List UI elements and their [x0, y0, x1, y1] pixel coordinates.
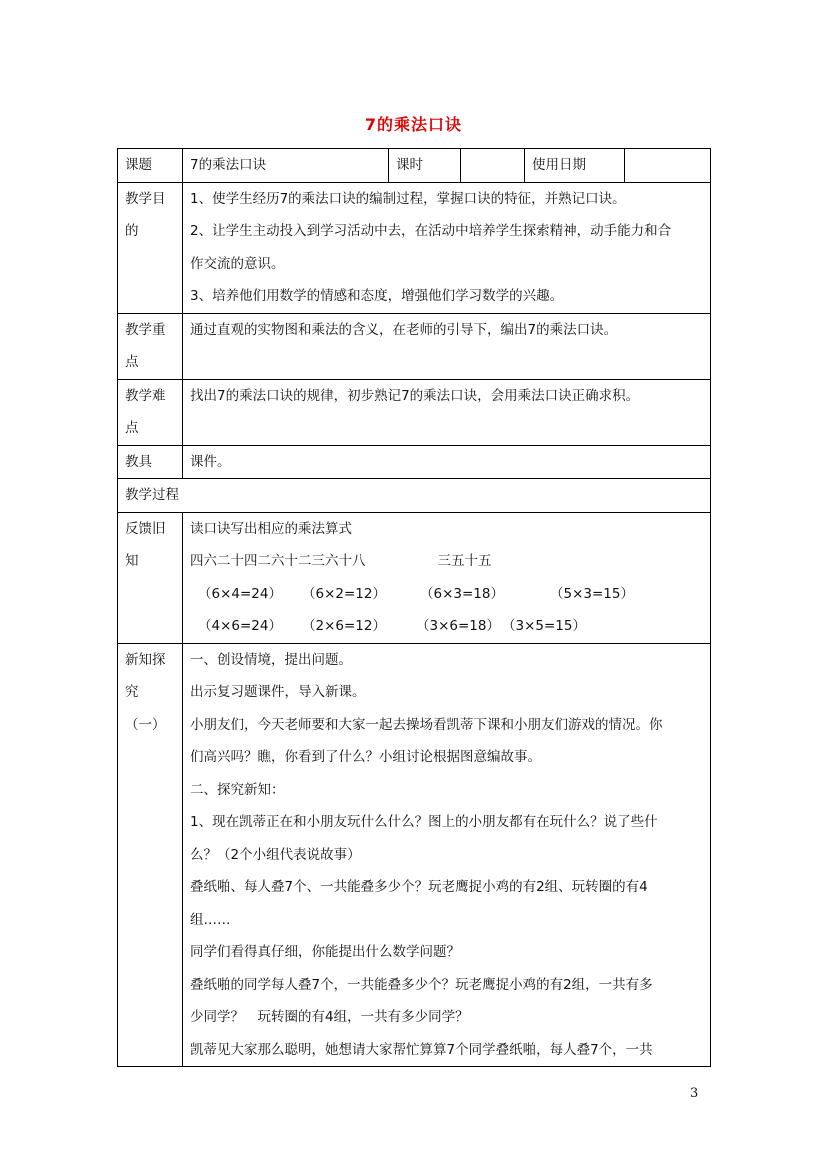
header-row — [118, 149, 711, 183]
document-title: 7的乘法口诀 — [364, 115, 463, 134]
explore-line: 1、现在凯蒂正在和小朋友玩什么什么？图上的小朋友都有在玩什么？说了些什 — [190, 814, 658, 830]
explore-label-line1: 新知探 — [125, 651, 166, 668]
period-label: 课时 — [389, 149, 461, 183]
explore-label — [118, 643, 183, 1067]
review-label — [118, 512, 183, 643]
explore-line: 二、探究新知： — [190, 781, 285, 798]
review-instruction: 读口诀写出相应的乘法算式 — [190, 520, 352, 537]
key-points-content — [183, 313, 711, 379]
explore-line: 少同学？ 玩转圈的有4组，一共有多少同学？ — [190, 1009, 469, 1025]
explore-line: 一、创设情境，提出问题。 — [190, 651, 352, 668]
review-rhymes — [190, 545, 703, 578]
tools-row — [118, 445, 711, 479]
explore-content — [183, 643, 711, 1067]
goals-label — [118, 182, 183, 313]
key-points-label — [118, 313, 183, 379]
explore-line: 同学们看得真仔细，你能提出什么数学问题？ — [190, 944, 460, 960]
key-points-row — [118, 313, 711, 379]
difficulties-label-line2: 点 — [125, 420, 139, 436]
difficulties-label — [118, 379, 183, 445]
goal-item-1: 1、使学生经历7的乘法口诀的编制过程，掌握口诀的特征，并熟记口诀。 — [190, 190, 626, 207]
equation: （6×2=12） — [302, 585, 386, 602]
explore-line: 凯蒂见大家那么聪明，她想请大家帮忙算算7个同学叠纸啪，每人叠7个，一共 — [190, 1041, 653, 1058]
goals-content — [183, 182, 711, 313]
topic-label: 课题 — [118, 149, 183, 183]
rhymes-group-a: 四六二十四二六十二三六十八 — [190, 553, 366, 569]
tools-label: 教具 — [118, 445, 183, 479]
goal-item-2-cont: 作交流的意识。 — [190, 255, 285, 272]
difficulties-content — [183, 379, 711, 445]
goals-row — [118, 182, 711, 313]
equation: （3×6=18） — [416, 618, 500, 634]
goal-item-3: 3、培养他们用数学的情感和态度，增强他们学习数学的兴趣。 — [190, 288, 564, 304]
explore-line: 叠纸啪的同学每人叠7个，一共能叠多少个？玩老鹰捉小鸡的有2组，一共有多 — [190, 976, 653, 993]
date-value — [625, 149, 711, 183]
equation: （5×3=15） — [550, 585, 634, 602]
review-label-line1: 反馈旧 — [125, 520, 166, 537]
equations-row-2 — [190, 610, 703, 643]
review-row — [118, 512, 711, 643]
explore-line: 叠纸啪、每人叠7个、一共能叠多少个？玩老鹰捉小鸡的有2组、玩转圈的有4 — [190, 879, 648, 895]
explore-label-line2: 究 — [125, 684, 139, 700]
topic-value: 7的乘法口诀 — [183, 149, 389, 183]
equation: （6×4=24） — [198, 585, 282, 602]
equations-row-1 — [190, 578, 703, 611]
difficulties-row — [118, 379, 711, 445]
goal-item-2: 2、让学生主动投入到学习活动中去，在活动中培养学生探索精神，动手能力和合 — [190, 223, 672, 239]
equation: （3×5=15） — [502, 618, 586, 634]
equation: （6×3=18） — [420, 585, 504, 602]
key-points-text: 通过直观的实物图和乘法的含义，在老师的引导下，编出7的乘法口诀。 — [190, 321, 618, 338]
difficulties-text: 找出7的乘法口诀的规律，初步熟记7的乘法口诀，会用乘法口诀正确求积。 — [190, 387, 640, 404]
process-row — [118, 479, 711, 513]
difficulties-label-line1: 教学难 — [125, 387, 166, 404]
goals-label-line2: 的 — [125, 223, 139, 239]
goals-label-line1: 教学目 — [125, 190, 166, 207]
explore-line: 么？（2个小组代表说故事） — [190, 846, 361, 863]
process-label: 教学过程 — [118, 479, 711, 513]
page-number: 3 — [690, 1086, 699, 1101]
explore-line: 组…… — [190, 911, 231, 928]
key-points-label-line1: 教学重 — [125, 321, 166, 338]
explore-line: 们高兴吗？瞧，你看到了什么？小组讨论根据图意编故事。 — [190, 749, 541, 765]
rhymes-group-b: 三五十五 — [437, 553, 492, 569]
equation: （4×6=24） — [198, 618, 282, 634]
explore-label-line3: （一） — [125, 716, 166, 733]
key-points-label-line2: 点 — [125, 354, 139, 370]
date-label: 使用日期 — [525, 149, 625, 183]
explore-line: 小朋友们，今天老师要和大家一起去操场看凯蒂下课和小朋友们游戏的情况。你 — [190, 716, 663, 733]
review-content — [183, 512, 711, 643]
explore-row — [118, 643, 711, 1067]
review-label-line2: 知 — [125, 553, 139, 569]
explore-line: 出示复习题课件，导入新课。 — [190, 684, 366, 700]
lesson-plan-table — [117, 148, 711, 1067]
period-value — [461, 149, 525, 183]
equation: （2×6=12） — [302, 618, 386, 634]
tools-text: 课件。 — [183, 445, 711, 479]
